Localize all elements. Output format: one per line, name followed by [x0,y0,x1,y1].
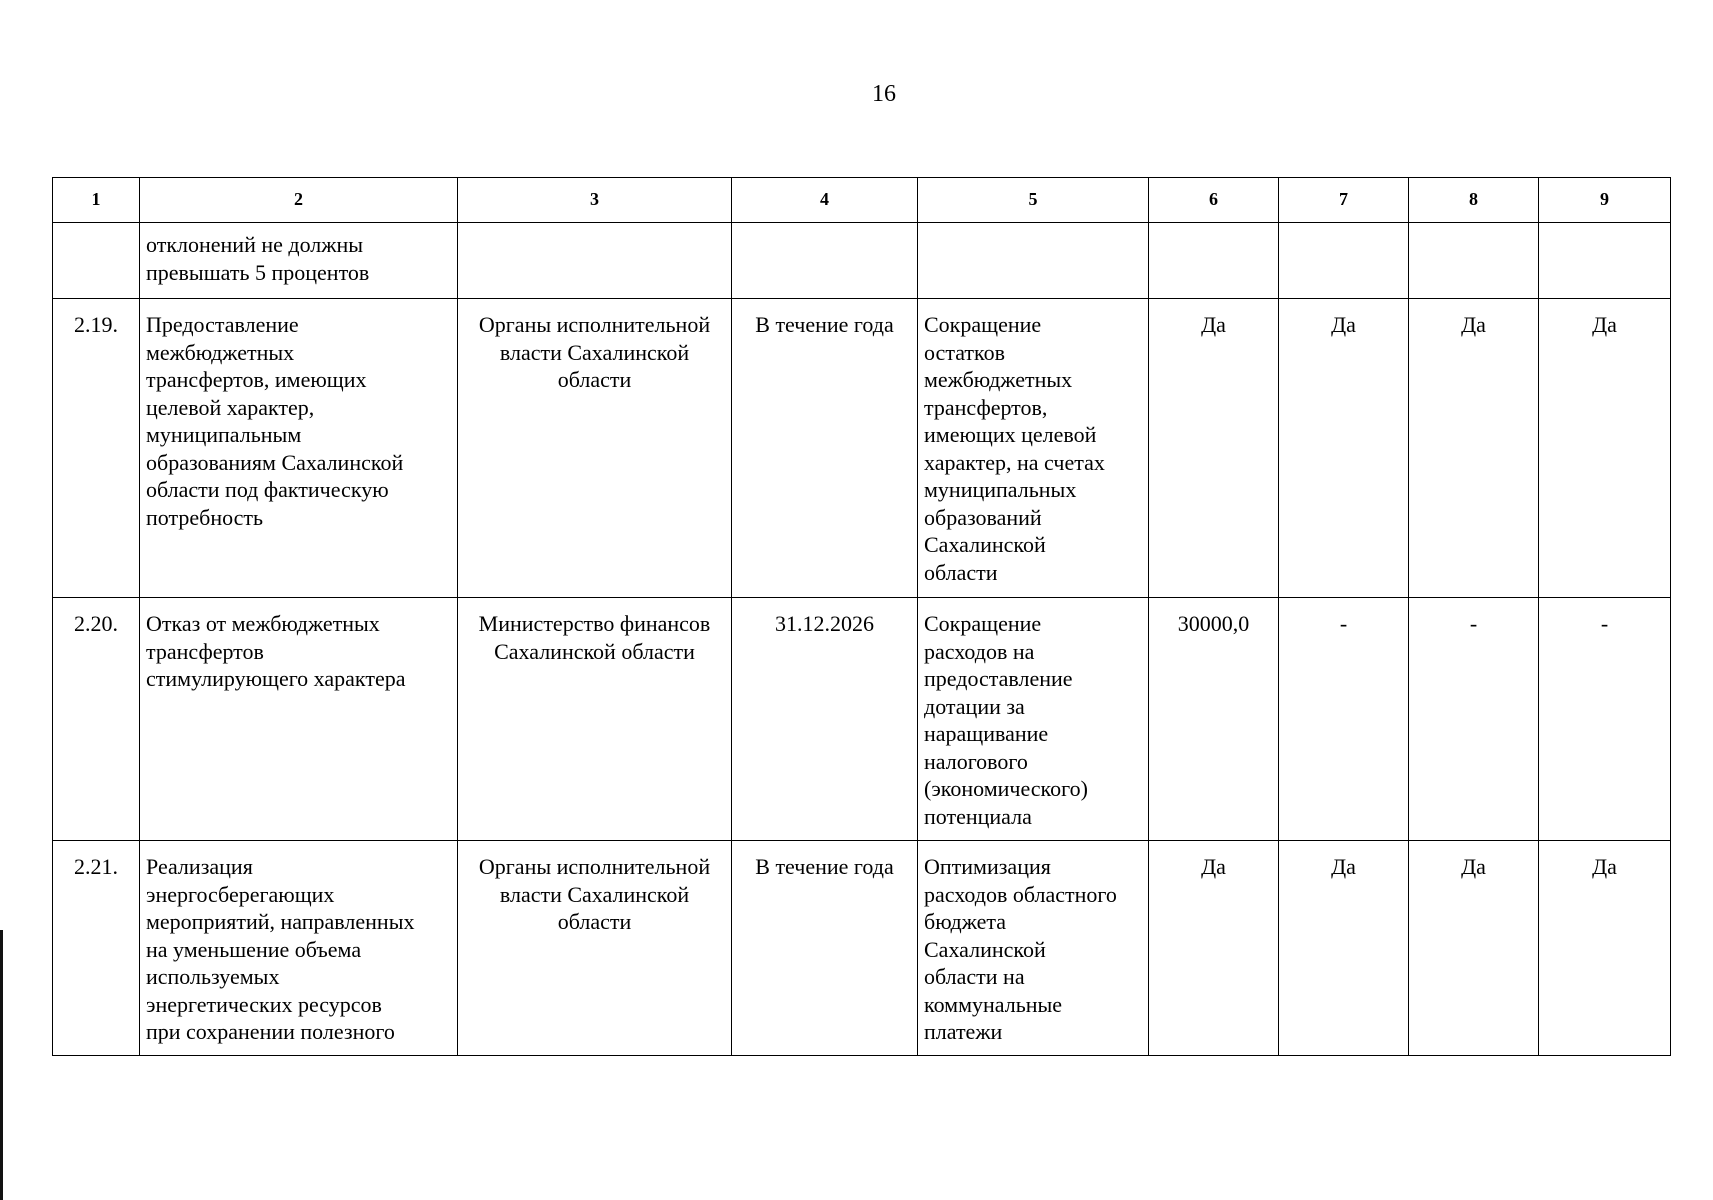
column-header: 1 [53,178,140,223]
executor-text: Органы исполнительной власти Сахалинской области [478,312,711,392]
value-cell: - [1339,611,1348,636]
column-header: 4 [732,178,918,223]
value-cell: Да [1592,854,1617,879]
measure-text: Отказ от межбюджетных трансфертов стимулирующего характера [146,611,406,691]
value-cell [1409,223,1538,235]
value-cell: Да [1331,312,1356,337]
column-header: 3 [458,178,732,223]
value-cell: Да [1461,854,1486,879]
row-number: 2.19. [74,312,118,337]
measure-text: Предоставление межбюджетных трансфертов, имеющих целевой характер, муниципальным образованиям Сахалинской области под фактическую потребность [146,312,404,530]
column-header: 7 [1279,178,1409,223]
value-cell: Да [1331,854,1356,879]
table-row [53,598,1671,841]
value-cell [1539,223,1670,235]
result-text: Оптимизация расходов областного бюджета Сахалинской области на коммунальные платежи [924,854,1117,1044]
table-row [53,841,1671,1056]
term-text: 31.12.2026 [775,611,874,636]
row-number: 2.21. [74,854,118,879]
value-cell: - [1469,611,1478,636]
measures-table [52,177,1671,1056]
value-cell: Да [1201,854,1226,879]
value-cell: Да [1201,312,1226,337]
column-header: 8 [1409,178,1539,223]
executor-text [458,223,731,235]
column-header: 6 [1149,178,1279,223]
row-number: 2.20. [74,611,118,636]
value-cell [1279,223,1408,235]
executor-text: Органы исполнительной власти Сахалинской области [478,854,711,934]
value-cell: Да [1461,312,1486,337]
term-text [732,223,917,235]
value-cell: 30000,0 [1177,611,1250,636]
column-header: 5 [918,178,1149,223]
result-text: Сокращение остатков межбюджетных трансфертов, имеющих целевой характер, на счетах муниципальных образований Сахалинской области [924,312,1105,585]
value-cell: Да [1592,312,1617,337]
measure-text: Реализация энергосберегающих мероприятий, направленных на уменьшение объема используемых энергетических ресурсов при сохранении полезного [146,854,415,1044]
term-text: В течение года [755,312,894,337]
term-text: В течение года [755,854,894,879]
result-text: Сокращение расходов на предоставление дотации за наращивание налогового (экономического) потенциала [924,611,1088,829]
value-cell [1149,223,1278,235]
value-cell: - [1600,611,1609,636]
table-row [53,299,1671,598]
scan-edge-shadow [0,930,3,1200]
column-header: 2 [140,178,458,223]
page-number: 16 [872,81,896,107]
executor-text: Министерство финансов Сахалинской области [478,611,711,664]
table-header-row [53,178,1671,223]
table-row-continuation [53,223,1671,299]
row-number [53,223,139,235]
column-header: 9 [1539,178,1671,223]
measure-text: отклонений не должны превышать 5 процентов [146,232,370,285]
result-text [918,223,1148,235]
